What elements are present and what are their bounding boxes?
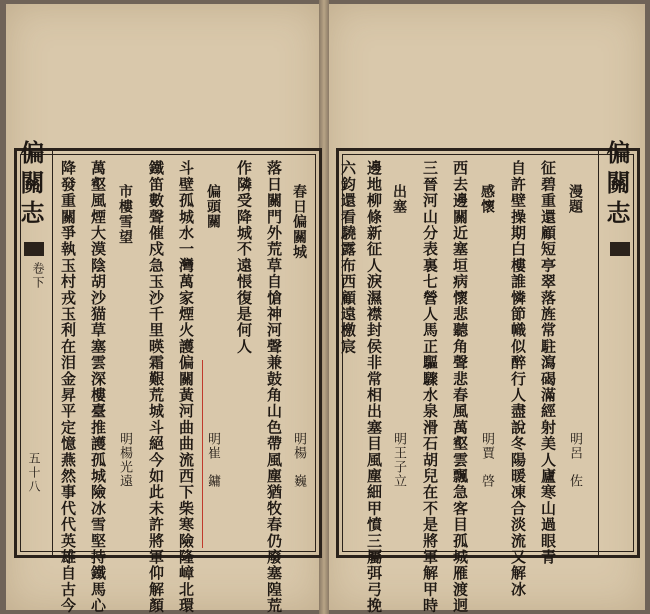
poem-author: 明楊 巍 [291, 432, 306, 488]
poem-title: 出塞 [391, 184, 407, 215]
poem-line: 西去邊關近塞垣病懷悲聽角聲悲春風萬壑雲飄急客目孤城雁渡迥 [451, 160, 469, 614]
poem-author: 明王子立 [391, 432, 406, 488]
poem-title: 市樓雪望 [117, 184, 133, 245]
poem-line: 邊地柳條新征人淚濕襟封侯非常相出塞目風塵細甲憤三屬弭弓挽 [365, 160, 383, 614]
poem-author: 明賈 啓 [479, 432, 494, 488]
poem-line: 萬壑風煙大漠陰胡沙猫草塞雲深樓臺推護孤城險冰雪堅持鐵馬心 [89, 160, 107, 614]
leaf-number: 五十八 [27, 452, 41, 494]
poem-line: 六鈞還看驍露布西顧遠檄宸 [339, 160, 357, 355]
left-margin-rule [52, 148, 53, 558]
poem-line: 自許壁操期白樓誰憐節幟似醉行人盡說冬陽暖凍合淡流又解冰 [509, 160, 527, 598]
volume-label: 卷下 [31, 262, 45, 290]
fishtail-mark [24, 242, 44, 256]
fishtail-mark [610, 242, 630, 256]
right-margin-rule [598, 148, 599, 558]
left-header-title: 偏關志 [16, 140, 45, 230]
poem-line: 落日關門外荒草自愴神河聲兼鼓角山色帶風塵猶牧春仍廢塞隍荒 [265, 160, 283, 614]
poem-line: 作隣受降城不遠悵復是何人 [235, 160, 253, 355]
poem-line: 斗壁孤城水一灣萬家煙火護偏關黃河曲曲流西下柴寒險隆嶂北環 [177, 160, 195, 614]
poem-author: 明呂 佐 [567, 432, 582, 488]
red-annotation-line [202, 360, 203, 548]
poem-line: 征碧重還顧短亭翠落旌常駐瀉碣滿經射美人廬寒山過眼青 [539, 160, 557, 565]
poem-title: 漫題 [567, 184, 583, 215]
poem-title: 春日偏關城 [291, 184, 307, 260]
poem-author: 明崔 鏞 [205, 432, 220, 488]
poem-line: 降發重關爭執玉村戎玉利在泪金昇平定憶燕然事代代英雄自古今 [59, 160, 77, 614]
poem-line: 三晉河山分表裏七營人馬正驅驟水泉滑石胡兒在不是將軍解甲時 [421, 160, 439, 614]
right-header-title: 偏關志 [602, 140, 631, 230]
poem-title: 偏頭關 [205, 184, 221, 230]
poem-author: 明楊光遠 [117, 432, 132, 488]
poem-line: 鐵笛數聲催戍急玉沙千里暎霜艱荒城斗絕今如此未許將軍仰解顏 [147, 160, 165, 614]
poem-title: 感懷 [479, 184, 495, 215]
